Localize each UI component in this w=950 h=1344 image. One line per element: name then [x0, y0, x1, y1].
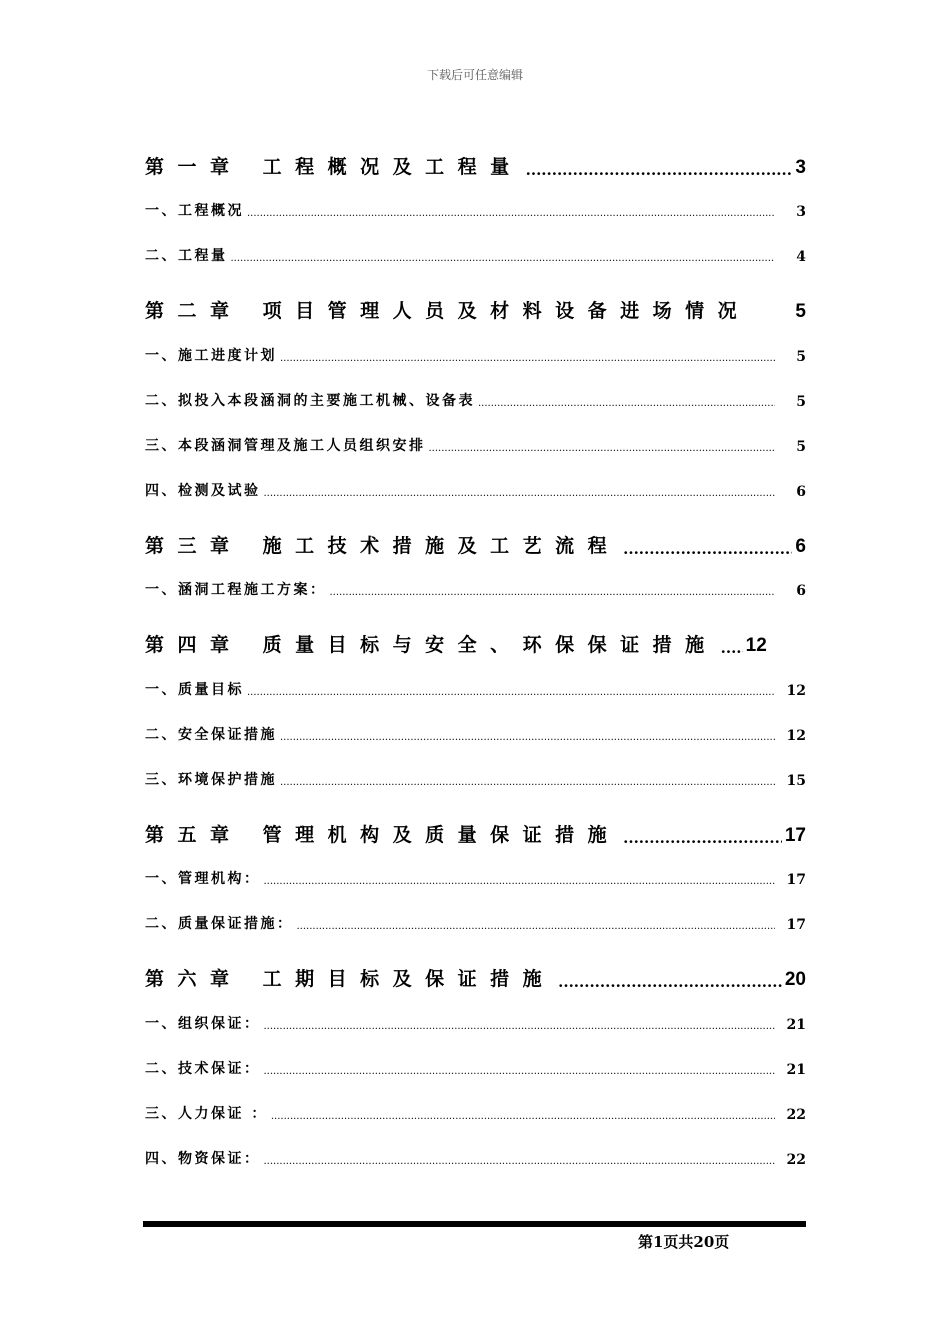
toc-leader [264, 488, 776, 500]
toc-leader [247, 687, 775, 699]
toc-section[interactable] [145, 913, 806, 933]
toc-section[interactable] [145, 245, 806, 265]
toc-label: 第三章 施工技术措施及工艺流程 [145, 535, 621, 557]
toc-page: 6 [795, 536, 806, 557]
toc-label: 一、涵洞工程施工方案： [145, 582, 327, 598]
toc-leader [623, 540, 792, 558]
toc-label: 四、检测及试验 [145, 483, 261, 499]
toc-section[interactable] [145, 579, 806, 599]
toc-chapter-2[interactable] [145, 296, 806, 323]
toc-section[interactable] [145, 1013, 806, 1033]
toc-leader [297, 921, 776, 933]
toc-label: 三、本段涵洞管理及施工人员组织安排 [145, 438, 426, 454]
toc-page: 4 [796, 249, 806, 265]
toc-section[interactable] [145, 1103, 806, 1123]
toc-leader [264, 1021, 776, 1033]
toc-label: 第一章 工程概况及工程量 [145, 156, 523, 178]
toc-section[interactable] [145, 679, 806, 699]
toc-label: 第二章 项目管理人员及材料设备进场情况 [145, 300, 751, 322]
toc-page: 3 [796, 204, 806, 220]
toc-page: 12 [745, 635, 767, 656]
toc-section[interactable] [145, 724, 806, 744]
toc-label: 二、技术保证： [145, 1061, 261, 1077]
toc-page: 15 [786, 773, 806, 789]
toc-label: 二、安全保证措施 [145, 727, 277, 743]
toc-label: 三、环境保护措施 [145, 772, 277, 788]
toc-label: 第六章 工期目标及保证措施 [145, 968, 556, 990]
toc-page: 20 [784, 969, 806, 990]
toc-leader [623, 829, 782, 847]
toc-page: 21 [786, 1062, 806, 1078]
toc-section[interactable] [145, 868, 806, 888]
toc-page: 3 [795, 157, 806, 178]
toc-leader [264, 1156, 776, 1168]
toc-label: 二、质量保证措施： [145, 916, 294, 932]
toc-label: 第四章 质量目标与安全、环保保证措施 [145, 634, 718, 656]
toc-section[interactable] [145, 200, 806, 220]
toc-leader [271, 1111, 775, 1123]
toc-label: 一、施工进度计划 [145, 348, 277, 364]
header-note: 下载后可任意编辑 [426, 68, 523, 82]
toc-section[interactable] [145, 345, 806, 365]
toc-page: 5 [796, 439, 806, 455]
toc-page: 17 [786, 917, 806, 933]
toc-chapter-6[interactable] [145, 964, 806, 991]
toc-page: 5 [796, 394, 806, 410]
toc-label: 一、组织保证： [145, 1016, 261, 1032]
toc-leader [264, 1066, 776, 1078]
toc-label: 一、质量目标 [145, 682, 244, 698]
footer-divider [143, 1221, 806, 1227]
toc-page: 22 [786, 1152, 806, 1168]
toc-label: 二、工程量 [145, 248, 228, 264]
toc-section[interactable] [145, 1058, 806, 1078]
toc-section[interactable] [145, 1148, 806, 1168]
toc-chapter-3[interactable] [145, 531, 806, 558]
toc-page: 6 [796, 583, 806, 599]
toc-leader [231, 253, 776, 265]
toc-page: 21 [786, 1017, 806, 1033]
toc-leader [247, 208, 775, 220]
toc-section[interactable] [145, 390, 806, 410]
toc-label: 第五章 管理机构及质量保证措施 [145, 824, 621, 846]
toc-leader [280, 353, 775, 365]
toc-label: 一、管理机构： [145, 871, 261, 887]
toc-page: 5 [795, 301, 806, 322]
toc-leader [429, 443, 776, 455]
toc-leader [558, 973, 782, 991]
toc-leader [330, 587, 776, 599]
toc-leader [721, 639, 743, 657]
toc-page: 12 [786, 683, 806, 699]
toc-label: 一、工程概况 [145, 203, 244, 219]
toc-page: 12 [786, 728, 806, 744]
toc-leader [478, 398, 775, 410]
toc-chapter-5[interactable] [145, 820, 806, 847]
toc-page: 6 [796, 484, 806, 500]
toc-label: 四、物资保证： [145, 1151, 261, 1167]
toc-section[interactable] [145, 480, 806, 500]
toc-page: 17 [786, 872, 806, 888]
toc-section[interactable] [145, 769, 806, 789]
toc-leader [264, 876, 776, 888]
toc-leader [526, 161, 793, 179]
toc-section[interactable] [145, 435, 806, 455]
toc-chapter-4[interactable] [145, 630, 806, 657]
toc-leader [280, 777, 775, 789]
toc-label: 二、拟投入本段涵洞的主要施工机械、设备表 [145, 393, 475, 409]
toc-chapter-1[interactable] [145, 152, 806, 179]
toc-page: 17 [784, 825, 806, 846]
toc-label: 三、人力保证 ： [145, 1106, 268, 1122]
toc-page: 5 [796, 349, 806, 365]
toc-leader [280, 732, 775, 744]
toc-page: 22 [786, 1107, 806, 1123]
footer-page-number: 第1页共20页 [638, 1233, 730, 1251]
